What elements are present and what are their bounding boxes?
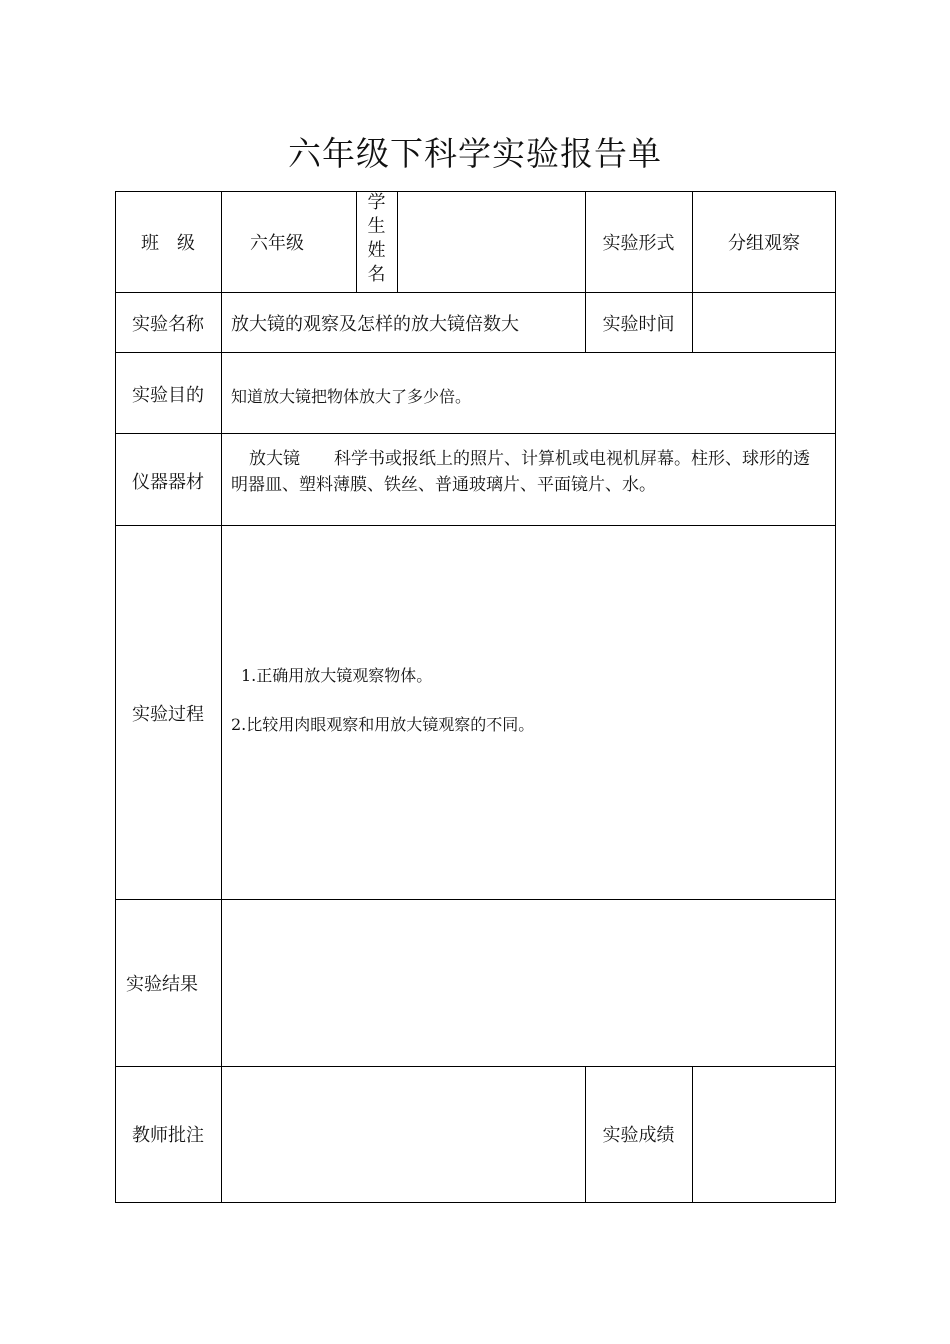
experiment-time-label: 实验时间 bbox=[602, 314, 675, 335]
row-divider bbox=[115, 1066, 836, 1067]
equipment-label: 仪器器材 bbox=[132, 472, 204, 493]
row-divider bbox=[115, 525, 836, 526]
student-label: 学 生 姓 名 bbox=[367, 192, 386, 285]
row-divider bbox=[115, 433, 836, 434]
class-label: 班 级 bbox=[141, 233, 195, 254]
process-label: 实验过程 bbox=[132, 704, 204, 725]
class-value: 六年级 bbox=[250, 233, 304, 254]
result-label: 实验结果 bbox=[126, 974, 198, 995]
table-border bbox=[115, 191, 836, 1203]
column-divider bbox=[397, 191, 398, 292]
row-divider bbox=[115, 292, 836, 293]
equipment-line-1: 放大镜 科学书或报纸上的照片、计算机或电视机屏幕。柱形、球形的透 bbox=[249, 449, 810, 469]
column-divider bbox=[692, 191, 693, 352]
column-divider bbox=[692, 1066, 693, 1203]
process-step-1: 1.正确用放大镜观察物体。 bbox=[241, 666, 433, 685]
experiment-name-label: 实验名称 bbox=[132, 314, 204, 335]
purpose-label: 实验目的 bbox=[132, 385, 204, 406]
experiment-name-value: 放大镜的观察及怎样的放大镜倍数大 bbox=[231, 314, 519, 335]
teacher-comment-label: 教师批注 bbox=[132, 1125, 204, 1146]
equipment-line-2: 明器皿、塑料薄膜、铁丝、普通玻璃片、平面镜片、水。 bbox=[231, 475, 656, 495]
form-label: 实验形式 bbox=[602, 233, 675, 254]
row-divider bbox=[115, 352, 836, 353]
purpose-value: 知道放大镜把物体放大了多少倍。 bbox=[231, 387, 472, 406]
score-label: 实验成绩 bbox=[602, 1125, 675, 1146]
column-divider bbox=[221, 191, 222, 1203]
process-step-2: 2.比较用肉眼观察和用放大镜观察的不同。 bbox=[231, 715, 535, 734]
page-title: 六年级下科学实验报告单 bbox=[288, 134, 662, 173]
row-divider bbox=[115, 899, 836, 900]
form-value: 分组观察 bbox=[728, 233, 800, 254]
